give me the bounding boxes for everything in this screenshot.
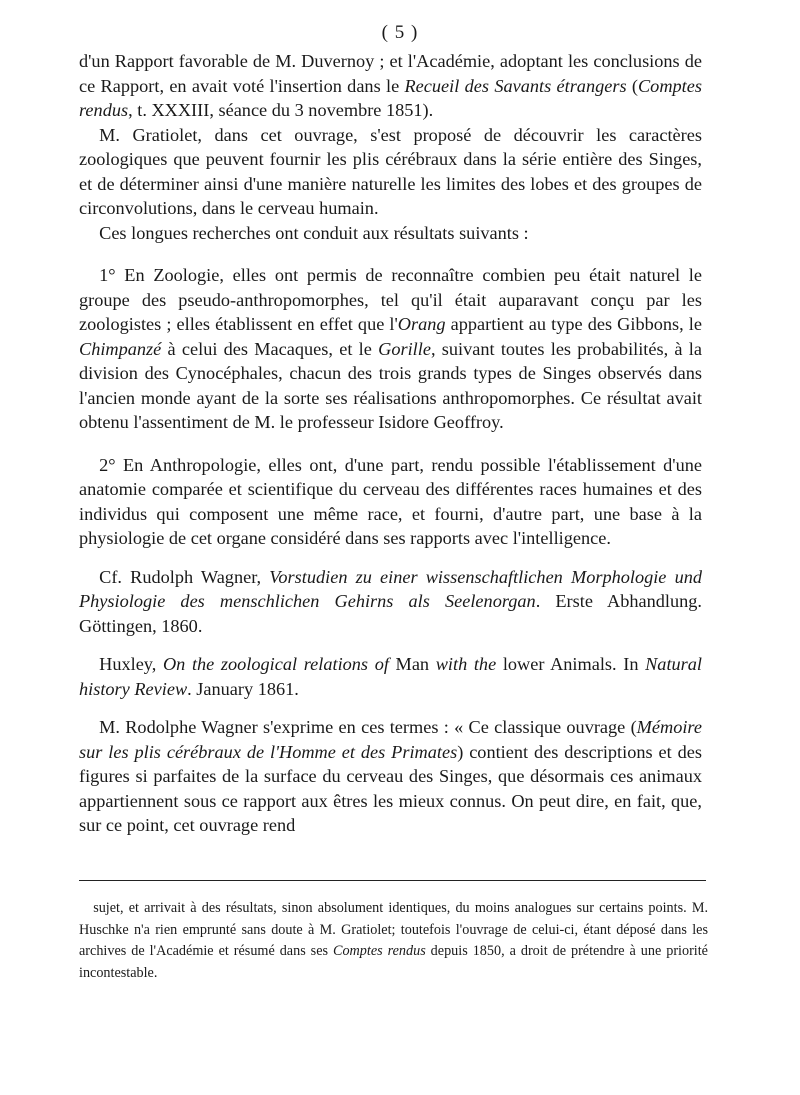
text-span: depuis 1850, a droit de prétendre à une priorité incontestable.: [79, 943, 708, 981]
text-span: ) contient des descriptions et des figures si parfaites de la surface du cerveau des Singes, que désormais ces animaux appartiennent sous ce rapport aux êtres les mieux connus. On peut dire, en fait, que, sur ce point, cet ouvrage rend: [79, 741, 703, 835]
text-span: appartient au type des Gibbons, le: [445, 314, 702, 334]
page-number: ( 5 ): [381, 22, 419, 43]
text-span: , suivant toutes les probabilités, à la division des Cynocéphales, chacun des trois grands types de Singes observés dans l'ancien monde ayant de la sorte ses réalisations anthropomorphes. Ce résultat avait obtenu l'assentiment de M. le professeur Isidore Geoffroy.: [79, 338, 702, 432]
italic-term: Orang: [397, 314, 446, 334]
italic-title: Vorstudien zu einer wissenschaftlichen Morphologie und Physiologie des menschlichen Gehirns als Seelenorgan: [79, 566, 702, 611]
text-span: 2° En Anthropologie, elles ont, d'une part, rendu possible l'établissement d'une anatomie comparée et scientifique du cerveau des différentes races humaines et des individus qui composent une même race, et fourni, d'autre part, une base à la physiologie de cet organe considéré dans ses rapports avec l'intelligence.: [79, 454, 702, 548]
paragraph-wagner-quote: [79, 715, 702, 838]
text-span: 1° En Zoologie, elles ont permis de reconnaître combien peu était naturel le groupe des pseudo-anthropomorphes, tel qu'il était auparavant conçu par les zoologistes ; elles établissent en effet que l': [79, 265, 702, 334]
italic-title: Comptes rendus: [333, 943, 426, 959]
italic-title: Comptes rendus: [79, 75, 702, 120]
italic-title: with the: [435, 654, 497, 674]
text-span: . January 1861.: [187, 678, 299, 699]
italic-title: Natural history Review: [79, 654, 702, 699]
footnote: [79, 898, 708, 984]
paragraph-continuation: [79, 49, 702, 123]
text-span: d'un Rapport favorable de M. Duvernoy ; et l'Académie, adoptant les conclusions de ce Rapport, en avait voté l'insertion dans le: [79, 51, 702, 96]
italic-title: Mémoire sur les plis cérébraux de l'Homme et des Primates: [79, 717, 702, 762]
text-span: . Erste Abhandlung. Göttingen, 1860.: [79, 591, 702, 636]
footnote-rule: [79, 880, 706, 881]
paragraph-anthropologie: [79, 453, 702, 551]
body-text: [79, 49, 702, 838]
paragraph-zoologie: [79, 263, 702, 435]
italic-title: On the zoological relations of: [162, 654, 389, 674]
text-span: Man: [388, 654, 436, 674]
paragraph-citation-wagner: [79, 565, 702, 639]
text-span: , t. XXXIII, séance du 3 novembre 1851).: [128, 100, 434, 120]
text-span: Ces longues recherches ont conduit aux résultats suivants :: [99, 222, 529, 243]
text-span: (: [626, 75, 638, 96]
text-span: lower Animals. In: [496, 654, 646, 674]
text-span: sujet, et arrivait à des résultats, sinon absolument identiques, du moins analogues sur certains points. M. Huschke n'a rien emprunté sans doute à M. Gratiolet; toutefois l'ouvrage de celui-ci, étant déposé dans les archives de l'Académie et résumé dans ses: [79, 900, 708, 959]
paragraph-citation-huxley: [79, 652, 702, 701]
italic-title: Recueil des Savants étrangers: [404, 75, 627, 96]
italic-term: Chimpanzé: [79, 338, 162, 359]
paragraph-results-intro: [79, 221, 702, 246]
text-span: M. Gratiolet, dans cet ouvrage, s'est proposé de découvrir les caractères zoologiques que peuvent fournir les plis cérébraux dans la série entière des Singes, et de déterminer ainsi d'une manière naturelle les limites des lobes et des groupes de circonvolutions, dans le cerveau humain.: [79, 124, 702, 218]
text-span: Cf. Rudolph Wagner,: [99, 566, 270, 587]
footnote-text: [79, 898, 708, 984]
text-span: Huxley,: [99, 654, 163, 674]
text-span: M. Rodolphe Wagner s'exprime en ces termes : « Ce classique ouvrage (: [99, 717, 637, 737]
text-span: à celui des Macaques, et le: [161, 338, 379, 359]
paragraph-gratiolet: [79, 123, 702, 221]
italic-term: Gorille: [378, 338, 431, 359]
